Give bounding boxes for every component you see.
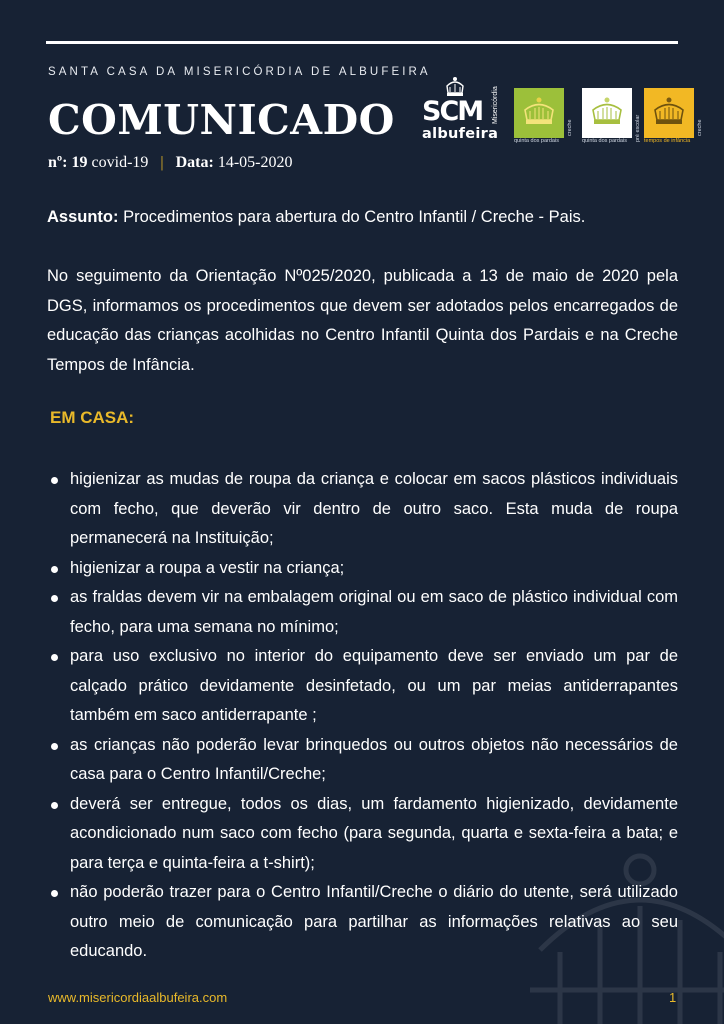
number-value: 19 [71, 154, 88, 171]
scm-city: albufeira [422, 126, 499, 142]
crown-icon [521, 96, 557, 126]
tempos-de-infancia-logo [644, 88, 694, 138]
document-meta [48, 154, 292, 172]
list-item: higienizar as mudas de roupa da criança e colocar em sacos plásticos individuais com fecho, que deverão vir dentro de outro saco. Esta muda de roupa permanecerá na Instituição; [47, 465, 678, 554]
page-number: 1 [669, 990, 677, 1005]
crown-icon [444, 76, 466, 98]
list-item: as crianças não poderão levar brinquedos ou outros objetos não necessários de casa para o Centro Infantil/Creche; [47, 731, 678, 790]
scm-letters: SCM [422, 96, 483, 127]
section-heading: EM CASA: [50, 408, 135, 427]
intro-paragraph: No seguimento da Orientação Nº025/2020, publicada a 13 de maio de 2020 pela DGS, informamos os procedimentos que devem ser adotados pelos encarregados de educação das crianças acolhidas no Centro Infantil Quinta dos Pardais e na Creche Tempos de Infância. [47, 267, 678, 374]
organization-name: SANTA CASA DA MISERICÓRDIA DE ALBUFEIRA [48, 66, 431, 78]
tempos-caption: tempos de infância [644, 138, 691, 144]
number-topic: covid-19 [91, 154, 149, 171]
subject-text: Procedimentos para abertura do Centro Infantil / Creche - Pais. [118, 208, 586, 226]
meta-separator: | [160, 154, 164, 171]
quinta-dos-pardais-pre-escolar-logo [582, 88, 632, 138]
subject-line [47, 203, 678, 233]
subject-label: Assunto: [47, 208, 119, 226]
scm-albufeira-logo [420, 76, 506, 148]
crown-watermark-icon [520, 840, 724, 1024]
date-value: 14-05-2020 [217, 154, 293, 171]
pre-escolar-caption: quinta dos pardais [582, 138, 627, 144]
top-rule [46, 41, 678, 44]
footer-website-link[interactable]: www.misericordiaalbufeira.com [48, 990, 228, 1005]
number-label: nº: [48, 154, 68, 171]
crown-icon [589, 96, 625, 126]
quinta-caption: quinta dos pardais [514, 138, 559, 144]
quinta-dos-pardais-creche-logo [514, 88, 564, 138]
scm-side-text: Misericórdia [492, 86, 499, 124]
tempos-side-text: creche [697, 119, 703, 136]
list-item: as fraldas devem vir na embalagem original ou em saco de plástico individual com fecho, para uma semana no mínimo; [47, 583, 678, 642]
page-title: COMUNICADO [48, 96, 395, 144]
date-label: Data: [175, 154, 214, 171]
list-item: deverá ser entregue, todos os dias, um fardamento higienizado, devidamente acondicionado num saco com fecho (para segunda, quarta e sexta-feira a bata; e para terça e quinta-feira a t-shirt); [47, 790, 678, 879]
crown-icon [651, 96, 687, 126]
logo-group [420, 76, 710, 152]
quinta-side-text: creche [567, 119, 573, 136]
pre-escolar-side-text: pré escolar [635, 114, 641, 142]
list-item: para uso exclusivo no interior do equipamento deve ser enviado um par de calçado prático devidamente desinfetado, ou um par meias antiderrapantes também em saco antiderrapante ; [47, 642, 678, 731]
list-item: não poderão trazer para o Centro Infantil/Creche o diário do utente, será utilizado outro meio de comunicação para partilhar as informações relativas ao seu educando. [47, 878, 678, 967]
list-item: higienizar a roupa a vestir na criança; [47, 554, 678, 584]
